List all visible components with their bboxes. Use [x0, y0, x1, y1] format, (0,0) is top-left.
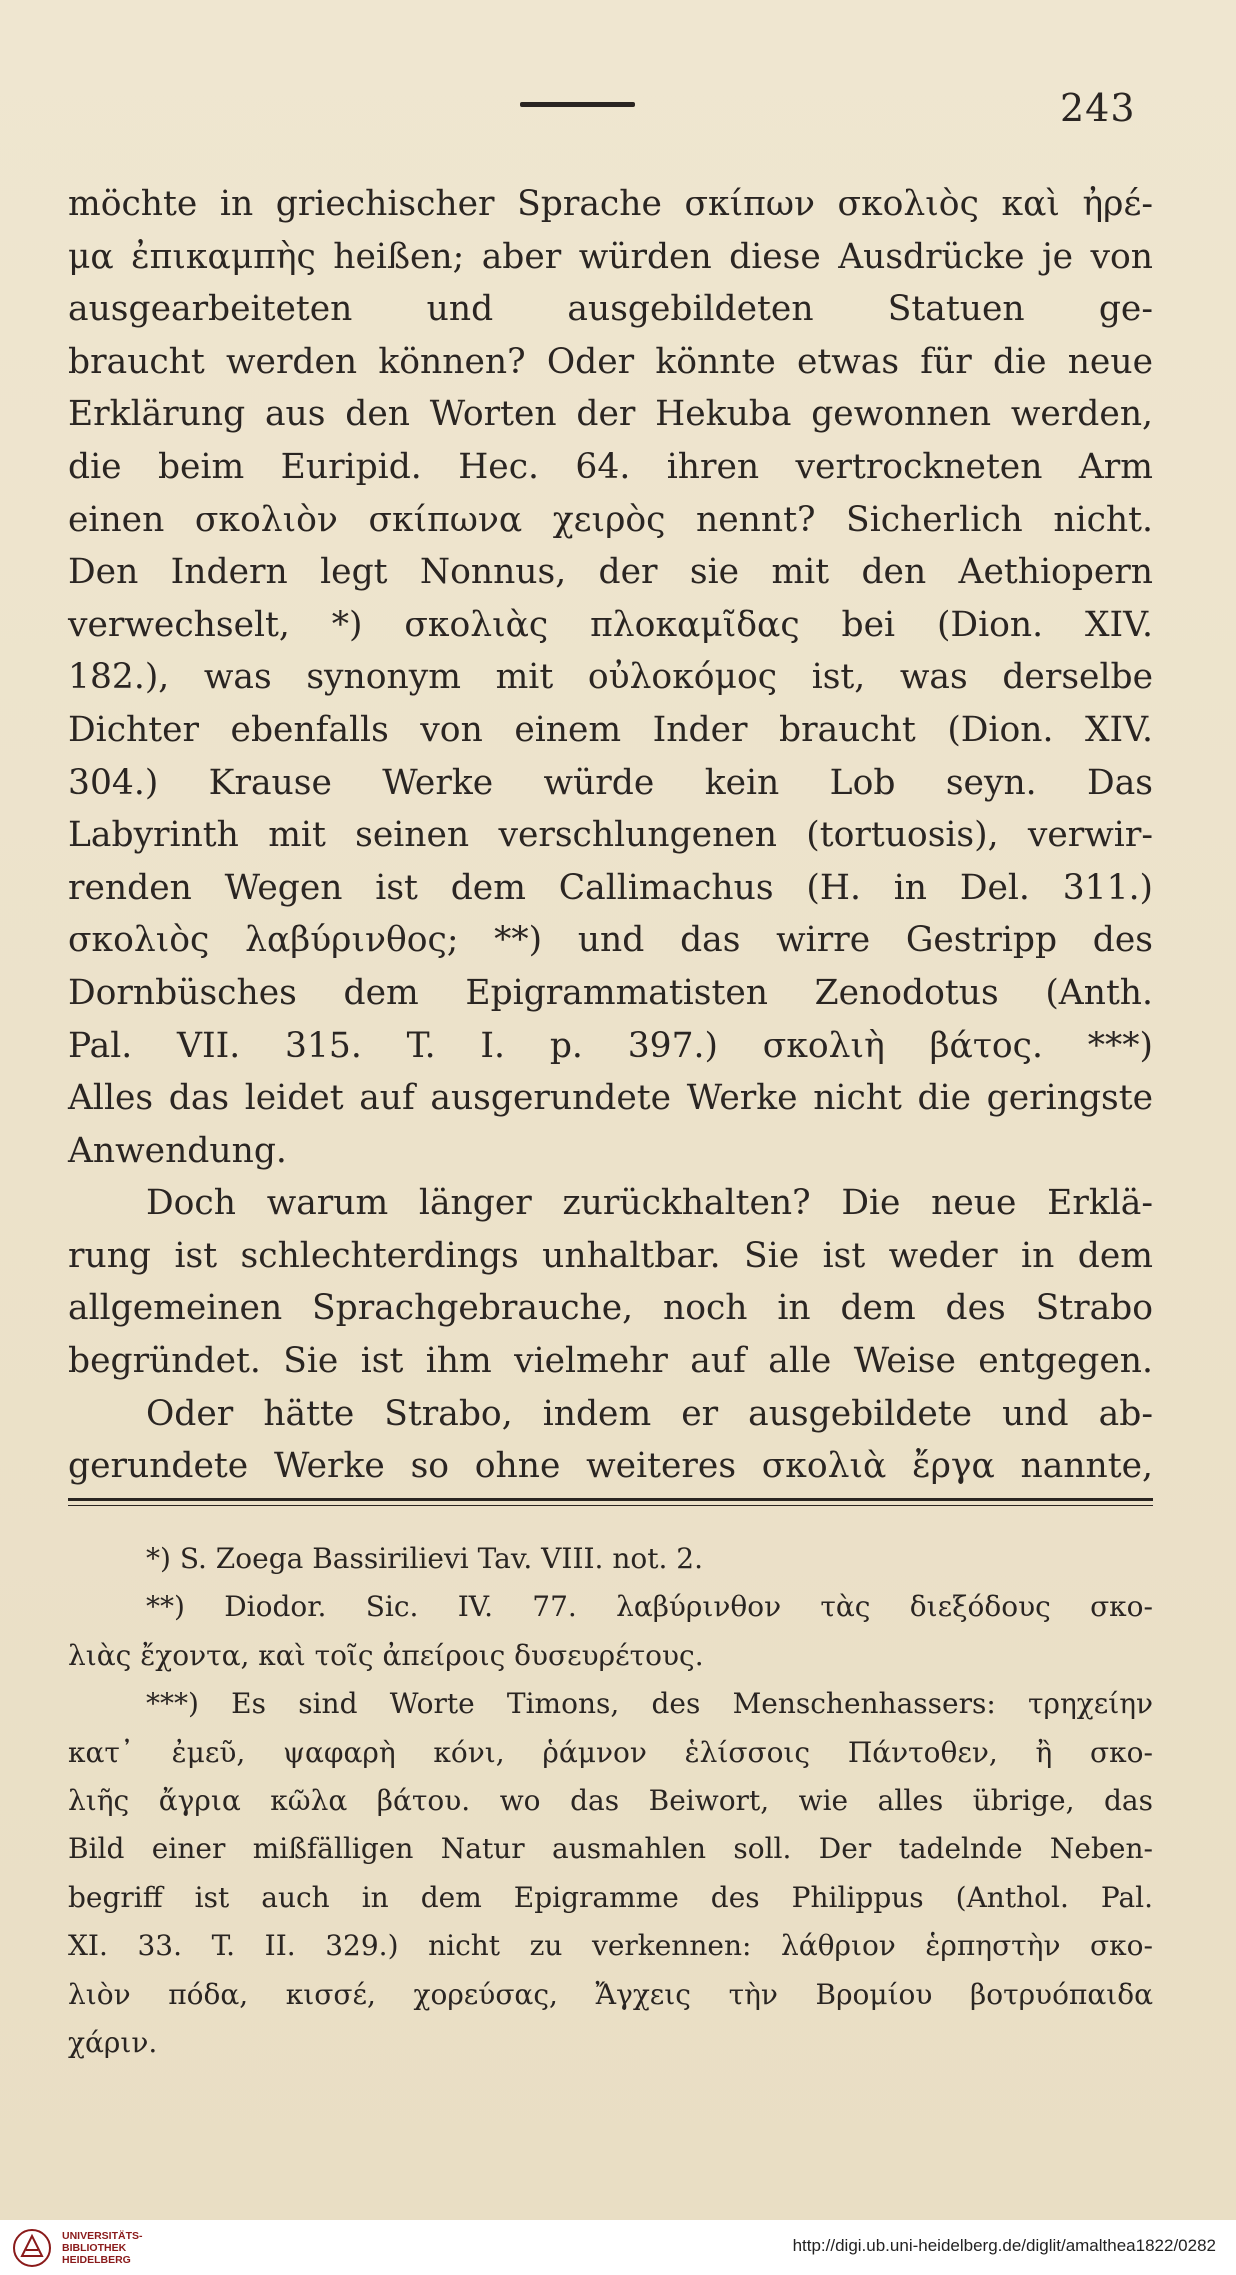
body-line: einen σκολιὸν σκίπωνα χειρὸς nennt? Sicherlich nicht.	[68, 499, 1153, 540]
body-line: Dornbüsches dem Epigrammatisten Zenodotus (Anth.	[68, 972, 1153, 1013]
footnote-line: ***) Es sind Worte Timons, des Menschenhassers: τρηχείην	[146, 1687, 1153, 1721]
footnote-line: begriff ist auch in dem Epigramme des Philippus (Anthol. Pal.	[68, 1880, 1153, 1914]
body-line: Den Indern legt Nonnus, der sie mit den Aethiopern	[68, 552, 1153, 593]
body-line: Labyrinth mit seinen verschlungenen (tortuosis), verwir-	[68, 815, 1153, 856]
logo-line-3: HEIDELBERG	[62, 2254, 131, 2266]
body-line: rung ist schlechterdings unhaltbar. Sie ist weder in dem	[68, 1235, 1153, 1276]
logo-line-1: UNIVERSITÄTS-	[62, 2230, 143, 2242]
body-line: Dichter ebenfalls von einem Inder braucht (Dion. XIV.	[68, 709, 1153, 750]
university-seal-icon	[12, 2228, 52, 2268]
footnote-line: χάριν.	[68, 2025, 158, 2059]
footnote-rule-thin	[68, 1505, 1153, 1506]
body-line: Erklärung aus den Worten der Hekuba gewonnen werden,	[68, 394, 1153, 435]
body-line: Anwendung.	[68, 1130, 287, 1171]
library-logo-text	[62, 2230, 143, 2266]
header-rule	[520, 102, 635, 107]
footnote-rule	[68, 1498, 1153, 1501]
footnotes	[68, 1535, 1153, 2067]
body-line: 304.) Krause Werke würde kein Lob seyn. Das	[68, 762, 1153, 803]
body-line: Doch warum länger zurückhalten? Die neue Erklä-	[146, 1183, 1153, 1224]
footnote-line: **) Diodor. Sic. IV. 77. λαβύρινθον τὰς διεξόδους σκο-	[146, 1590, 1153, 1624]
body-line: μα ἐπικαμπὴς heißen; aber würden diese Ausdrücke je von	[68, 236, 1153, 277]
body-line: die beim Euripid. Hec. 64. ihren vertrockneten Arm	[68, 446, 1153, 487]
footnote-line: κατ᾽ ἐμεῦ, ψαφαρὴ κόνι, ῥάμνον ἑλίσσοις Πάντοθεν, ἢ σκο-	[68, 1735, 1153, 1769]
source-url-link[interactable]: http://digi.ub.uni-heidelberg.de/diglit/amalthea1822/0282	[792, 2236, 1216, 2255]
body-text	[68, 178, 1153, 1493]
footnote-line: *) S. Zoega Bassirilievi Tav. VIII. not. 2.	[146, 1542, 704, 1575]
body-line: begründet. Sie ist ihm vielmehr auf alle Weise entgegen.	[68, 1341, 1153, 1382]
body-line: 182.), was synonym mit οὐλοκόμος ist, was derselbe	[68, 657, 1153, 698]
footnote-line: λιὸν πόδα, κισσέ, χορεύσας, Ἄγχεις τὴν Βρομίου βοτρυόπαιδα	[68, 1977, 1153, 2011]
body-line: allgemeinen Sprachgebrauche, noch in dem des Strabo	[68, 1288, 1153, 1329]
body-line: gerundete Werke so ohne weiteres σκολιὰ ἔργα nannte,	[68, 1446, 1153, 1487]
body-line: Alles das leidet auf ausgerundete Werke nicht die geringste	[68, 1078, 1153, 1119]
footnote-line: λιὰς ἔχοντα, καὶ τοῖς ἀπείροις δυσευρέτους.	[68, 1638, 704, 1672]
body-line: σκολιὸς λαβύρινθος; **) und das wirre Gestripp des	[68, 920, 1153, 961]
body-line: möchte in griechischer Sprache σκίπων σκολιὸς καὶ ἠρέ-	[68, 184, 1153, 224]
body-line: Pal. VII. 315. T. I. p. 397.) σκολιὴ βάτος. ***)	[68, 1025, 1153, 1066]
body-line: verwechselt, *) σκολιὰς πλοκαμῖδας bei (Dion. XIV.	[68, 604, 1153, 645]
footnote-line: λιῆς ἄγρια κῶλα βάτου. wo das Beiwort, wie alles übrige, das	[68, 1783, 1153, 1817]
body-line: ausgearbeiteten und ausgebildeten Statuen ge-	[68, 289, 1153, 330]
body-line: Oder hätte Strabo, indem er ausgebildete und ab-	[146, 1393, 1153, 1434]
body-line: renden Wegen ist dem Callimachus (H. in Del. 311.)	[68, 867, 1153, 908]
logo-line-2: BIBLIOTHEK	[62, 2242, 127, 2254]
footnote-line: XI. 33. T. II. 329.) nicht zu verkennen: λάθριον ἑρπηστὴν σκο-	[68, 1929, 1153, 1963]
page-number: 243	[1060, 86, 1136, 130]
footnote-line: Bild einer mißfälligen Natur ausmahlen soll. Der tadelnde Neben-	[68, 1832, 1153, 1866]
body-line: braucht werden können? Oder könnte etwas für die neue	[68, 341, 1153, 382]
